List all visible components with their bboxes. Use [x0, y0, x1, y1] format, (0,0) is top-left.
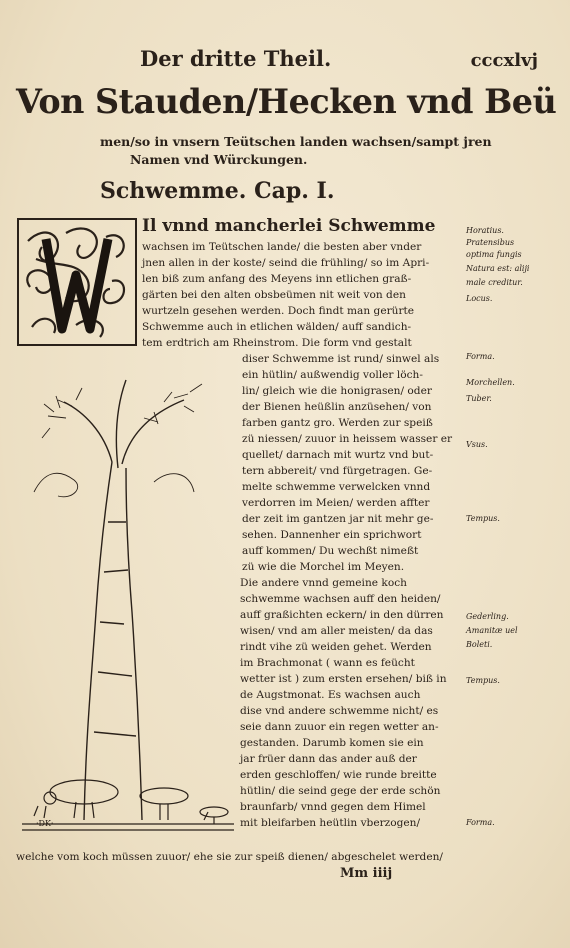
margin-note: Forma. [466, 352, 495, 361]
text-line: hütlin/ die seind gege der erde schön [240, 785, 441, 797]
margin-note: Boleti. [466, 640, 493, 649]
section-title-line-3: Namen vnd Würckungen. [130, 152, 308, 167]
margin-note: Tempus. [466, 676, 500, 685]
text-line: melte schwemme verwelcken vnnd [242, 481, 431, 493]
text-line: schwemme wachsen auff den heiden/ [240, 593, 441, 605]
section-title: Von Stauden/Hecken vnd Beü [16, 82, 557, 121]
text-line: verdorren im Meien/ werden affter [242, 497, 430, 509]
page-number: cccxlvj [470, 50, 538, 71]
running-head: Der dritte Theil. [140, 46, 332, 71]
text-line: zü wie die Morchel im Meyen. [242, 561, 405, 573]
text-line: im Brachmonat ( wann es feücht [240, 657, 415, 669]
margin-note: Morchellen. [466, 378, 515, 387]
text-line: de Augstmonat. Es wachsen auch [240, 689, 421, 701]
text-line: tem erdtrich am Rheinstrom. Die form vnd gestalt [142, 337, 412, 349]
margin-note: Amanitæ uel [466, 626, 518, 635]
woodcut-mushroom-tree-illustration [14, 372, 238, 842]
ornamental-initial-icon [16, 217, 138, 347]
text-line: gestanden. Darumb komen sie ein [240, 737, 424, 749]
margin-note: optima fungis [466, 250, 522, 259]
body-text-last-line: welche vom koch müssen zuuor/ ehe sie zur speiß dienen/ abgeschelet werden/ [16, 851, 443, 863]
text-line: dise vnd andere schwemme nicht/ es [240, 705, 439, 717]
text-line: jnen allen in der koste/ seind die frühling/ so im Apri- [142, 257, 430, 269]
section-title-line-2: men/so in vnsern Teütschen landen wachsen/sampt jren [100, 134, 492, 149]
woodcut-monogram: ·DK· [36, 819, 54, 828]
text-line: Die andere vnnd gemeine koch [240, 577, 407, 589]
text-line: Schwemme auch in etlichen wälden/ auff sandich- [142, 321, 412, 333]
text-line: auff graßichten eckern/ in den dürren [240, 609, 444, 621]
text-line: wachsen im Teütschen lande/ die besten aber vnder [142, 241, 422, 253]
text-line: farben gantz gro. Werden zur speiß [242, 417, 433, 429]
text-line: der zeit im gantzen jar nit mehr ge- [242, 513, 434, 525]
margin-note: Gederling. [466, 612, 509, 621]
margin-note: male creditur. [466, 278, 523, 287]
text-line: diser Schwemme ist rund/ sinwel als [242, 353, 440, 365]
text-line: der Bienen heüßlin anzüsehen/ von [242, 401, 432, 413]
text-line: gärten bei den alten obsbeümen nit weit von den [142, 289, 406, 301]
text-line: quellet/ darnach mit wurtz vnd but- [242, 449, 434, 461]
margin-note: Locus. [466, 294, 493, 303]
text-line: erden geschloffen/ wie runde breitte [240, 769, 437, 781]
text-line: lin/ gleich wie die honigrasen/ oder [242, 385, 432, 397]
text-line: rindt vihe zü weiden gehet. Werden [240, 641, 432, 653]
signature-mark: Mm iiij [340, 866, 393, 881]
text-line: seie dann zuuor ein regen wetter an- [240, 721, 439, 733]
margin-note: Natura est: aliji [466, 264, 530, 273]
text-line: wetter ist ) zum ersten ersehen/ biß in [240, 673, 447, 685]
text-line: braunfarb/ vnnd gegen dem Himel [240, 801, 426, 813]
text-line: wurtzeln gesehen werden. Doch findt man gerürte [142, 305, 415, 317]
margin-note: Tempus. [466, 514, 500, 523]
margin-note: Pratensibus [466, 238, 515, 247]
text-line: jar früer dann das ander auß der [240, 753, 417, 765]
text-line: wisen/ vnd am aller meisten/ da das [240, 625, 433, 637]
text-line: Il vnnd mancherlei Schwemme [142, 216, 436, 236]
margin-note: Tuber. [466, 394, 492, 403]
text-line: ein hütlin/ außwendig voller löch- [242, 369, 423, 381]
text-line: sehen. Dannenher ein sprichwort [242, 529, 422, 541]
chapter-heading: Schwemme. Cap. I. [100, 178, 335, 204]
text-line: len biß zum anfang des Meyens inn etlichen graß- [142, 273, 412, 285]
text-line: mit bleifarben heütlin vberzogen/ [240, 817, 421, 829]
text-line: auff kommen/ Du wechßt nimeßt [242, 545, 419, 557]
margin-note: Horatius. [466, 226, 504, 235]
text-line: zü niessen/ zuuor in heissem wasser er [242, 433, 453, 445]
margin-note: Forma. [466, 818, 495, 827]
text-line: tern abbereit/ vnd fürgetragen. Ge- [242, 465, 433, 477]
margin-note: Vsus. [466, 440, 488, 449]
